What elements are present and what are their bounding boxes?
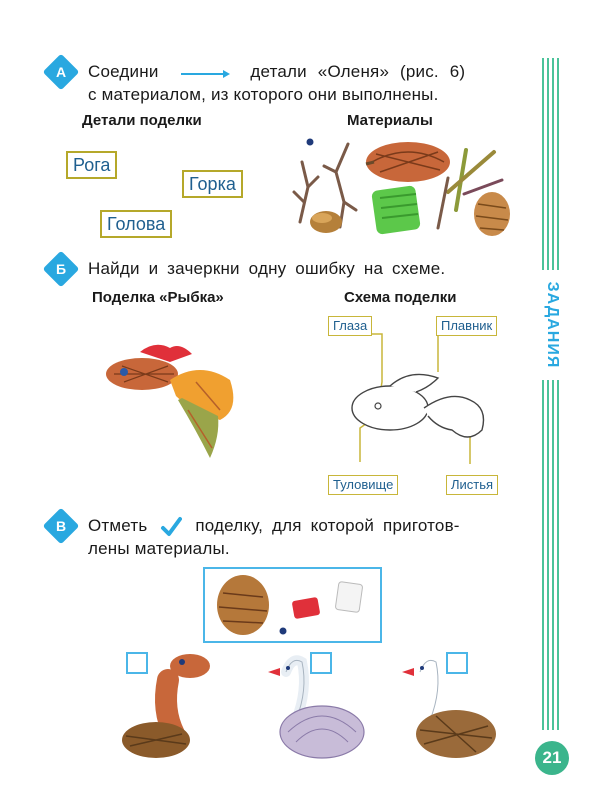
task-v-text-line1: [88, 514, 508, 538]
dot-marker: [307, 139, 314, 146]
task-b-text: Найди и зачеркни одну ошибку на схеме.: [88, 259, 446, 278]
task-v-text-line2: лены материалы.: [88, 539, 230, 558]
checkmark-icon: [160, 516, 182, 538]
task-a-line1-rest: детали «Оленя» (рис. 6): [250, 62, 466, 81]
materials-frame: [203, 567, 382, 643]
heading-scheme: Схема поделки: [344, 289, 457, 306]
pinecone-icon: [217, 575, 269, 635]
label-fin[interactable]: Плавник: [436, 316, 497, 336]
part-box-hill[interactable]: Горка: [182, 170, 243, 198]
option-2-swan-craft: [262, 650, 372, 762]
task-a-badge-letter: А: [55, 64, 67, 80]
materials-set-illustration: [205, 569, 380, 641]
materials-illustration: [288, 132, 518, 244]
task-v-line1-rest: поделку, для которой приготов-: [195, 516, 460, 535]
task-v-badge-letter: В: [55, 518, 67, 534]
white-plasticine-icon: [335, 581, 363, 612]
pinecone-icon: [366, 142, 450, 182]
fish-craft-illustration: [100, 340, 260, 464]
section-label-box: [533, 270, 571, 380]
plasticine-icon: [371, 185, 421, 235]
heading-parts: Детали поделки: [82, 112, 202, 129]
heading-craft-fish: Поделка «Рыбка»: [92, 289, 224, 306]
task-b-badge-letter: Б: [55, 261, 67, 277]
fish-scheme-drawing: [320, 312, 520, 484]
part-box-horns[interactable]: Рога: [66, 151, 117, 179]
part-box-head[interactable]: Голова: [100, 210, 172, 238]
label-leaves[interactable]: Листья: [446, 475, 498, 495]
task-a-text-line1: [88, 60, 508, 84]
heading-materials: Материалы: [347, 112, 433, 129]
task-a-text-line2: с материалом, из которого они выполнены.: [88, 85, 439, 104]
side-stripes: [542, 58, 562, 730]
scheme-body-outline: [352, 386, 428, 430]
label-eyes[interactable]: Глаза: [328, 316, 372, 336]
acorn-icon: [310, 211, 342, 233]
small-pinecone-icon: [474, 192, 510, 236]
page-number: 21: [535, 741, 569, 775]
task-a-connect-word: Соедини: [88, 62, 159, 81]
task-v-mark-word: Отметь: [88, 516, 148, 535]
dot-marker: [280, 628, 287, 635]
option-3-swan-pinecone-craft: [396, 650, 506, 762]
section-label: ЗАДАНИЯ: [544, 281, 561, 369]
option-1-snake-craft: [112, 650, 212, 762]
label-body[interactable]: Туловище: [328, 475, 398, 495]
red-plasticine-icon: [292, 597, 321, 619]
arrow-icon: [179, 66, 231, 80]
